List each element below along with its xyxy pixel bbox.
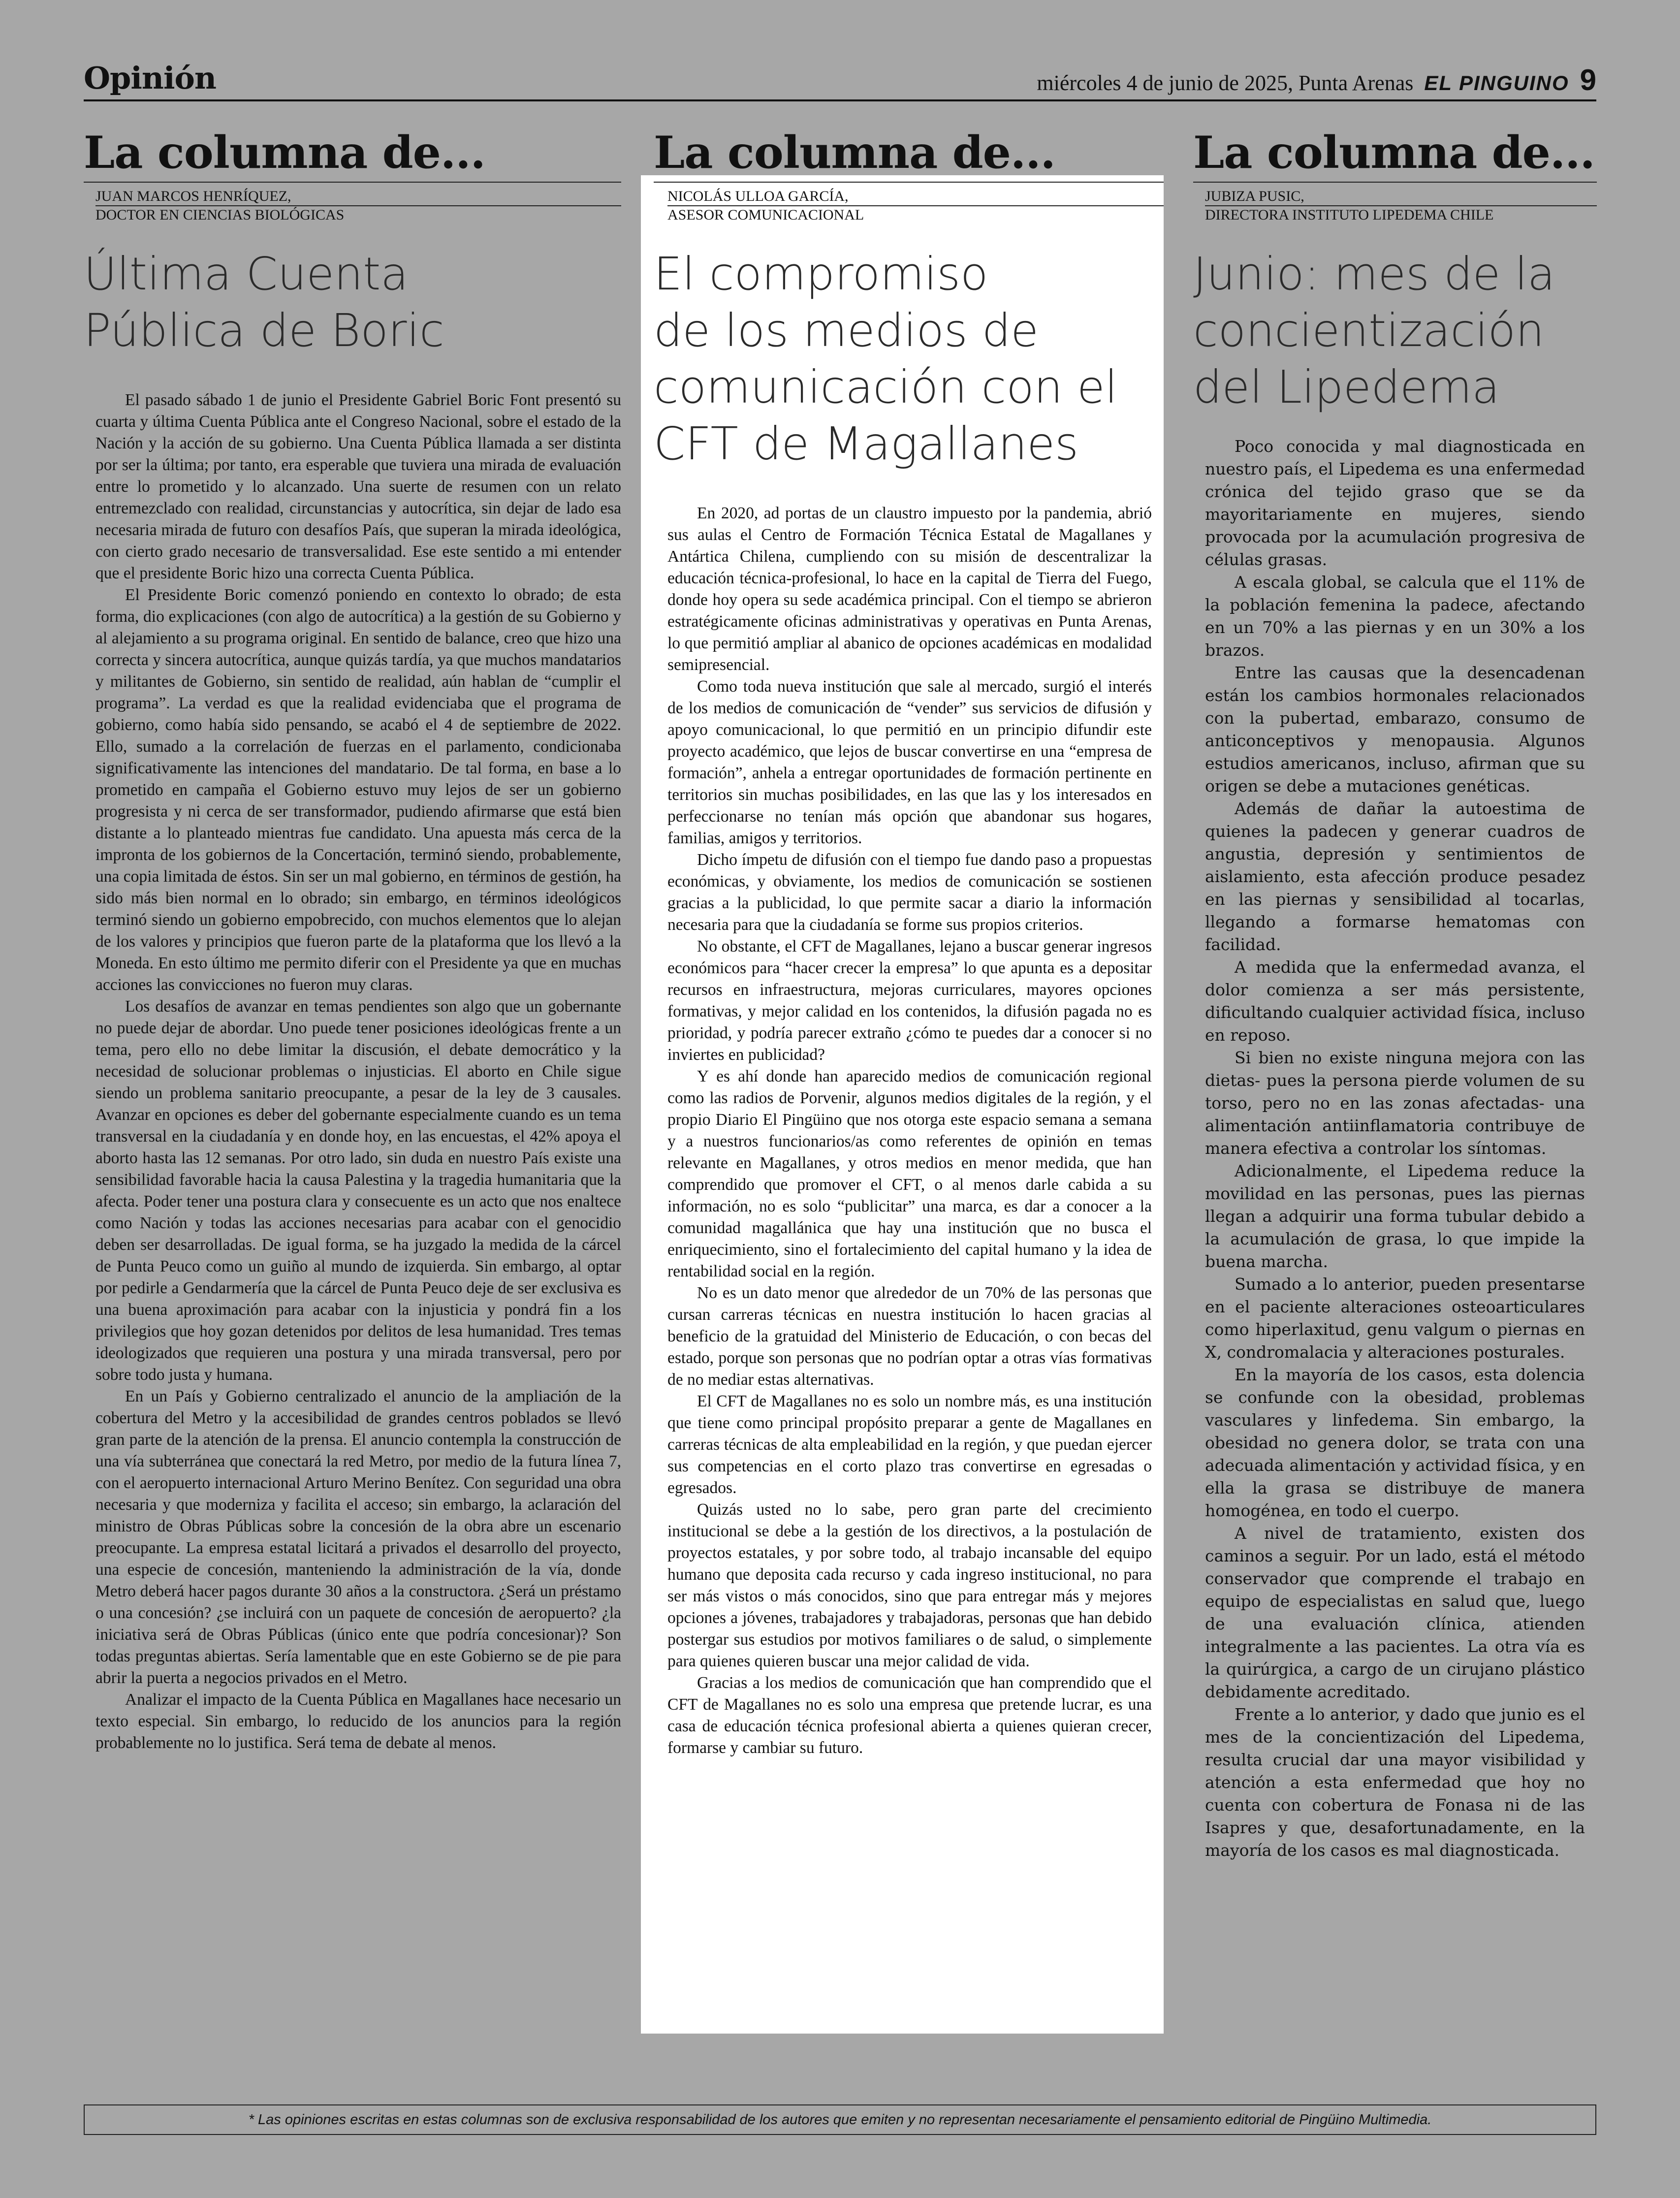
paragraph: Quizás usted no lo sabe, pero gran parte del crecimiento institucional se debe a la gestión de los directivos, a la postulación de proyectos estatales, y por sobre todo, al trabajo incansable del equipo humano que deposita cada recurso y cada ingreso institucional, no para ser más vistos o más conocidos, sino que para entregar más y mejores opciones a jóvenes, trabajadores y trabajadoras, personas que han debido postergar sus estudios por motivos familiares o de salud, o simplemente para quienes quieren buscar una mejor calidad de vida. xyxy=(667,1500,1152,1670)
opinion-column-3 xyxy=(1193,127,1597,1862)
paragraph: En 2020, ad portas de un claustro impuesto por la pandemia, abrió sus aulas el Centro de Formación Técnica Estatal de Magallanes y Antártica Chilena, cumpliendo con su misión de descentralizar la educación técnica-profesional, lo hace en la capital de Tierra del Fuego, donde hoy opera su sede académica principal. Con el tiempo se abrieron estratégicamente oficinas administrativas y operativas en Punta Arenas, lo que permitió ampliar al abanico de opciones académicas en modalidad semipresencial. xyxy=(667,504,1152,674)
column-rule xyxy=(654,182,1164,183)
byline xyxy=(1193,188,1597,224)
paragraph: Y es ahí donde han aparecido medios de comunicación regional como las radios de Porvenir, algunos medios digitales de la región, y el propio Diario El Pingüino que nos otorga este espacio semana a semana y a nuestros funcionarios/as como referentes de opinión en temas relevante en Magallanes, y otros medios en menor medida, que han comprendido que promover el CFT, o al menos darle cabida a su información, no es solo “publicitar” una marca, es dar a conocer a la comunidad magallánica que hay una institución que no busca el enriquecimiento, sino el fortalecimiento del capital humano y la idea de rentabilidad social en la región. xyxy=(667,1067,1152,1280)
headline-line: comunicación con el xyxy=(654,361,1118,414)
column-label: La columna de... xyxy=(84,127,485,179)
article-headline xyxy=(84,246,621,359)
header-rule xyxy=(84,99,1596,101)
paragraph: A escala global, se calcula que el 11% de la población femenina la padece, afectando en un 70% a las piernas y en un 30% a los brazos. xyxy=(1205,573,1585,660)
paragraph: El CFT de Magallanes no es solo un nombre más, es una institución que tiene como principal propósito preparar a gente de Magallanes en carreras técnicas de alta empleabilidad en la región, y que puedan ejercer sus competencias en el corto plazo tras convertirse en egresadas o egresados. xyxy=(667,1392,1152,1497)
column-label: La columna de... xyxy=(1193,127,1595,179)
header-meta xyxy=(1037,63,1596,97)
paragraph: Sumado a lo anterior, pueden presentarse en el paciente alteraciones osteoarticulares como hiperlaxitud, genu valgum o piernas en X, condromalacia y alteraciones posturales. xyxy=(1205,1274,1585,1362)
paragraph: Frente a lo anterior, y dado que junio es el mes de la concientización del Lipedema, resulta crucial dar una mayor visibilidad y atención a esta enfermedad que hoy no cuenta con cobertura de Fonasa ni de las Isapres y que, desafortunadamente, en la mayoría de los casos es mal diagnosticada. xyxy=(1205,1705,1585,1860)
newspaper-logo: EL PINGUINO xyxy=(1424,71,1569,95)
article-body xyxy=(654,503,1164,1759)
author-name: JUBIZA PUSIC, xyxy=(1205,188,1597,206)
column-rule xyxy=(1193,182,1597,183)
paragraph: No es un dato menor que alrededor de un 70% de las personas que cursan carreras técnicas en nuestra institución lo hacen gracias al beneficio de la gratuidad del Ministerio de Educación, o con becas del estado, porque son personas que no podrían optar a otras vías formativas de no mediar estas alternativas. xyxy=(667,1284,1152,1389)
byline xyxy=(84,188,621,224)
headline-line: de los medios de xyxy=(654,304,1039,357)
article-headline xyxy=(654,246,1164,472)
author-role: ASESOR COMUNICACIONAL xyxy=(667,207,864,223)
headline-line: Última Cuenta xyxy=(84,248,409,300)
paragraph: Gracias a los medios de comunicación que han comprendido que el CFT de Magallanes no es solo una empresa que pretende lucrar, es una casa de educación técnica profesional abierta a quienes quieran crecer, formarse y cambiar su futuro. xyxy=(667,1674,1152,1757)
section-label: Opinión xyxy=(84,60,216,96)
byline xyxy=(654,188,1164,224)
paragraph: Entre las causas que la desencadenan están los cambios hormonales relacionados con la pubertad, embarazo, consumo de anticonceptivos y menopausia. Algunos estudios americanos, incluso, afirman que su origen se debe a mutaciones genéticas. xyxy=(1205,663,1585,796)
paragraph: Poco conocida y mal diagnosticada en nuestro país, el Lipedema es una enfermedad crónica del tejido graso que se da mayoritariamente en mujeres, siendo provocada por la acumulación progresiva de células grasas. xyxy=(1205,437,1585,569)
page-number: 9 xyxy=(1580,64,1596,96)
paragraph: En la mayoría de los casos, esta dolencia se confunde con la obesidad, problemas vasculares y linfedema. Sin embargo, la obesidad no genera dolor, se trata con una adecuada alimentación y actividad física, y en ella la grasa se distribuye de manera homogénea, en todo el cuerpo. xyxy=(1205,1365,1585,1520)
article-body xyxy=(1193,435,1597,1862)
date-place: miércoles 4 de junio de 2025, Punta Arenas xyxy=(1037,71,1414,95)
disclaimer-footer: * Las opiniones escritas en estas columnas son de exclusiva responsabilidad de los autores que emiten y no representan necesariamente el pensamiento editorial de Pingüino Multimedia. xyxy=(84,2104,1596,2135)
author-role: DOCTOR EN CIENCIAS BIOLÓGICAS xyxy=(95,207,345,223)
paragraph: Adicionalmente, el Lipedema reduce la movilidad en las personas, pues las piernas llegan a adquirir una forma tubular debido a la acumulación de grasa, lo que impide la buena marcha. xyxy=(1205,1161,1585,1271)
article-body xyxy=(84,389,621,1754)
paragraph: En un País y Gobierno centralizado el anuncio de la ampliación de la cobertura del Metro y la accesibilidad de grandes centros poblados se llevó gran parte de la atención de la prensa. El anuncio contempla la construcción de una vía subterránea que conectará la red Metro, por medio de la futura línea 7, con el aeropuerto internacional Arturo Merino Benítez. Con seguridad una obra necesaria y que moderniza y facilita el acceso; sin embargo, la aclaración del ministro de Obras Públicas sobre la concesión de la obra abre un escenario preocupante. La empresa estatal licitará a privados el desarrollo del proyecto, una especie de concesión, manteniendo la administración de la vía, donde Metro deberá hacer pagos durante 30 años a la constructora. ¿Será un préstamo o una concesión? ¿se incluirá con un paquete de concesión de aeropuerto? ¿la iniciativa será de Obras Públicas (único ente que podría concesionar)? Son todas preguntas abiertas. Sería lamentable que en este Gobierno se de pie para abrir la puerta a negocios privados en el Metro. xyxy=(95,1387,621,1687)
paragraph: Analizar el impacto de la Cuenta Pública en Magallanes hace necesario un texto especial. Sin embargo, lo reducido de los anuncios para la región probablemente no lo justifica. Será tema de debate al menos. xyxy=(95,1690,621,1752)
paragraph: Si bien no existe ninguna mejora con las dietas- pues la persona pierde volumen de su torso, pero no en las zonas afectadas- una alimentación antiinflamatoria contribuye de manera efectiva a controlar los síntomas. xyxy=(1205,1048,1585,1158)
paragraph: Además de dañar la autoestima de quienes la padecen y generar cuadros de angustia, depresión y sentimientos de aislamiento, esta afección produce pesadez en las piernas y sensibilidad al tocarlas, llegando a formarse hematomas con facilidad. xyxy=(1205,799,1585,954)
headline-line: Pública de Boric xyxy=(84,304,444,357)
opinion-column-1 xyxy=(84,127,621,1754)
headline-line: El compromiso xyxy=(654,248,988,300)
opinion-column-2 xyxy=(654,127,1164,1759)
paragraph: A nivel de tratamiento, existen dos caminos a seguir. Por un lado, está el método conservador que comprende el trabajo en equipo de especialistas en salud que, luego de una evaluación clínica, atienden integralmente a las pacientes. La otra vía es la quirúrgica, a cargo de un cirujano plástico debidamente acreditado. xyxy=(1205,1524,1585,1701)
column-label: La columna de... xyxy=(654,127,1055,179)
paragraph: A medida que la enfermedad avanza, el dolor comienza a ser más persistente, dificultando cualquier actividad física, incluso en reposo. xyxy=(1205,957,1585,1045)
paragraph: No obstante, el CFT de Magallanes, lejano a buscar generar ingresos económicos para “hacer crecer la empresa” lo que apunta es a depositar recursos en infraestructura, mejoras curriculares, mayores opciones formativas, y mejor calidad en los contenidos, la difusión pagada no es prioridad, y podría parecer extraño ¿cómo te puedes dar a conocer si no inviertes en publicidad? xyxy=(667,937,1152,1064)
headline-line: Junio: mes de la xyxy=(1193,248,1555,300)
paragraph: Como toda nueva institución que sale al mercado, surgió el interés de los medios de comunicación de “vender” sus servicios de difusión y apoyo comunicacional, lo que permitió en un principio difundir este proyecto académico, que lejos de buscar convertirse en una “empresa de formación”, anhela a entregar oportunidades de formación pertinente en territorios sin muchas posibilidades, en las que las y los interesados en perfeccionarse no tenían más opción que abandonar sus hogares, familias, amigos y territorios. xyxy=(667,677,1152,847)
column-rule xyxy=(84,182,621,183)
author-name: JUAN MARCOS HENRÍQUEZ, xyxy=(95,188,621,206)
headline-line: CFT de Magallanes xyxy=(654,417,1078,470)
author-name: NICOLÁS ULLOA GARCÍA, xyxy=(667,188,1164,206)
paragraph: Los desafíos de avanzar en temas pendientes son algo que un gobernante no puede dejar de abordar. Uno puede tener posiciones ideológicas frente a un tema, pero ello no debe limitar la discusión, el debate democrático y la necesidad de solucionar problemas o injusticias. El aborto en Chile sigue siendo un problema sanitario preocupante, a pesar de la ley de 3 causales. Avanzar en opciones es deber del gobernante especialmente cuando es un tema transversal en la ciudadanía y en donde hoy, en las encuestas, el 42% apoya el aborto hasta las 12 semanas. Por otro lado, sin duda en nuestro País existe una sensibilidad favorable hacia la causa Palestina y la tragedia humanitaria que la afecta. Poder tener una postura clara y consecuente es un acto que nos enaltece como Nación y todas las acciones necesarias para acabar con el genocidio deben ser desarrolladas. De igual forma, se ha juzgado la medida de la cárcel de Punta Peuco como un guiño al mundo de izquierda. Sin embargo, al optar por pedirle a Gendarmería que la cárcel de Punta Peuco deje de ser exclusiva es una buena aproximación para acabar con la injusticia y pondrá fin a los privilegios que hoy gozan detenidos por delitos de lesa humanidad. Tres temas ideologizados que requieren una postura y una mirada transversal, pero por sobre todo justa y humana. xyxy=(95,997,621,1384)
paragraph: Dicho ímpetu de difusión con el tiempo fue dando paso a propuestas económicas, y obviamente, los medios de comunicación se sostienen gracias a la publicidad, lo que permite sacar a diario la información necesaria para que la ciudadanía se forme sus propios criterios. xyxy=(667,851,1152,934)
article-headline xyxy=(1193,246,1597,415)
headline-line: del Lipedema xyxy=(1193,361,1500,414)
headline-line: concientización xyxy=(1193,304,1545,357)
paragraph: El Presidente Boric comenzó poniendo en contexto lo obrado; de esta forma, dio explicaciones (con algo de autocrítica) a la gestión de su Gobierno y al alejamiento a su programa original. En sentido de balance, creo que hizo una correcta y sincera autocrítica, aunque quizás tardía, ya que muchos mandatarios y militantes de Gobierno, sin sentido de realidad, aún hablan de “cumplir el programa”. La verdad es que la realidad evidenciaba que el programa de gobierno, como había sido pensando, se acabó el 4 de septiembre de 2022. Ello, sumado a la correlación de fuerzas en el parlamento, condicionaba significativamente las intenciones del mandatario. De tal forma, en base a lo prometido en campaña el Gobierno estuvo muy lejos de ser un gobierno progresista y ni cerca de ser transformador, pudiendo afirmarse que está bien distante a lo planteado mientras fue candidato. Una apuesta más cerca de la impronta de los gobiernos de la Concertación, terminó siendo, probablemente, una copia limitada de éstos. Sin ser un mal gobierno, en términos de gestión, ha sido más bien normal en lo obrado; sin embargo, en términos ideológicos terminó siendo un gobierno empobrecido, con muchos elementos que lo alejan de los valores y principios que fueron parte de la plataforma que los llevó a la Moneda. En esto último me permito diferir con el Presidente ya que en muchas acciones las convicciones no fueron muy claras. xyxy=(95,586,621,994)
author-role: DIRECTORA INSTITUTO LIPEDEMA CHILE xyxy=(1205,207,1494,223)
paragraph: El pasado sábado 1 de junio el Presidente Gabriel Boric Font presentó su cuarta y última Cuenta Pública ante el Congreso Nacional, sobre el estado de la Nación y la acción de su gobierno. Una Cuenta Pública llamada a ser distinta por ser la última; por tanto, era esperable que tuviera una mirada de evaluación entre lo prometido y lo alcanzado. Una suerte de resumen con un relato entremezclado con realidad, circunstancias y autocrítica, sin dejar de lado esa necesaria mirada de futuro con desafíos País, que superan la mirada ideológica, con cierto grado necesario de transversalidad. Ese este sentido a mi entender que el presidente Boric hizo una correcta Cuenta Pública. xyxy=(95,391,621,582)
